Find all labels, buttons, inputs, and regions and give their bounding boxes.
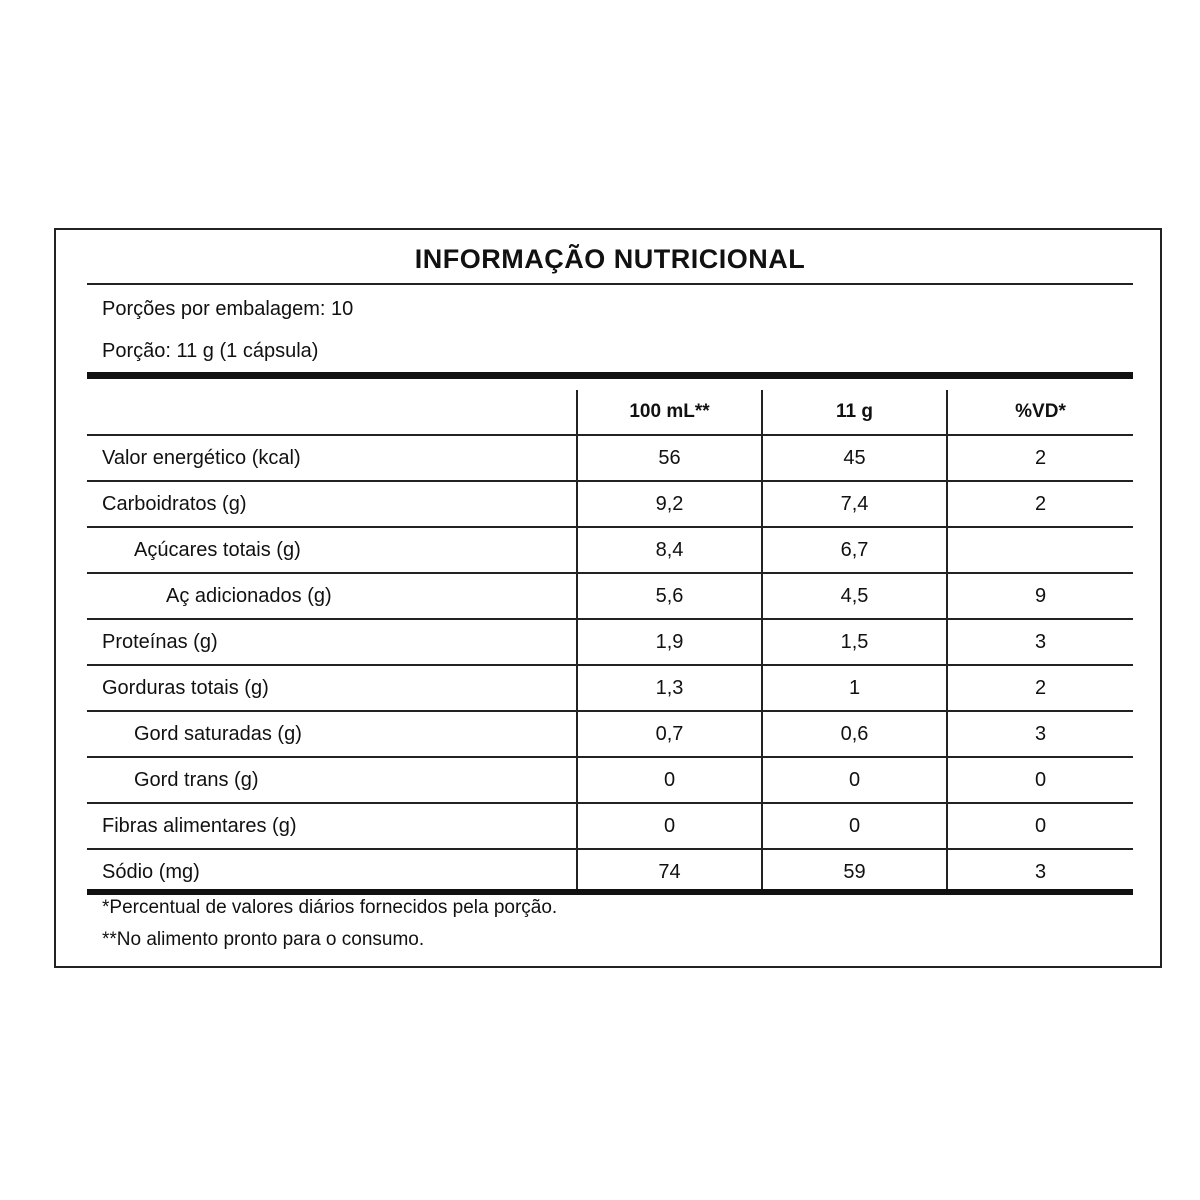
title-divider xyxy=(87,283,1133,285)
value-daily-percent: 3 xyxy=(947,619,1133,665)
value-per-100ml: 9,2 xyxy=(577,481,762,527)
value-per-serving: 1,5 xyxy=(762,619,947,665)
nutrition-table xyxy=(87,390,1133,894)
value-per-serving: 6,7 xyxy=(762,527,947,573)
value-per-serving: 0,6 xyxy=(762,711,947,757)
value-per-100ml: 0 xyxy=(577,803,762,849)
value-per-100ml: 74 xyxy=(577,849,762,894)
value-per-100ml: 0 xyxy=(577,757,762,803)
value-per-100ml: 56 xyxy=(577,435,762,481)
value-per-100ml: 5,6 xyxy=(577,573,762,619)
footnote-daily-value: *Percentual de valores diários fornecidos pela porção. xyxy=(102,897,558,918)
value-daily-percent: 3 xyxy=(947,711,1133,757)
value-per-serving: 7,4 xyxy=(762,481,947,527)
value-daily-percent: 2 xyxy=(947,435,1133,481)
table-row xyxy=(87,435,1133,481)
value-per-100ml: 0,7 xyxy=(577,711,762,757)
table-row xyxy=(87,527,1133,573)
header-daily-value: %VD* xyxy=(947,390,1133,435)
table-row xyxy=(87,711,1133,757)
value-per-serving: 0 xyxy=(762,757,947,803)
table-row xyxy=(87,619,1133,665)
value-daily-percent: 3 xyxy=(947,849,1133,894)
servings-per-package: Porções por embalagem: 10 xyxy=(102,298,354,320)
table-row xyxy=(87,665,1133,711)
table-row xyxy=(87,757,1133,803)
value-per-serving: 45 xyxy=(762,435,947,481)
value-per-100ml: 1,3 xyxy=(577,665,762,711)
nutrient-name: Gord saturadas (g) xyxy=(87,711,577,757)
footnote-ready-to-consume: **No alimento pronto para o consumo. xyxy=(102,929,425,950)
label-title: INFORMAÇÃO NUTRICIONAL xyxy=(414,244,806,274)
value-per-serving: 1 xyxy=(762,665,947,711)
nutrient-name: Valor energético (kcal) xyxy=(87,435,577,481)
header-per-serving: 11 g xyxy=(762,390,947,435)
table-row xyxy=(87,573,1133,619)
table-row xyxy=(87,803,1133,849)
value-per-100ml: 1,9 xyxy=(577,619,762,665)
nutrient-name: Sódio (mg) xyxy=(102,860,200,883)
nutrient-name: Fibras alimentares (g) xyxy=(87,803,577,849)
value-per-serving: 4,5 xyxy=(762,573,947,619)
value-per-serving: 59 xyxy=(762,849,947,894)
table-header-row xyxy=(87,390,1133,435)
value-daily-percent xyxy=(947,527,1133,573)
value-daily-percent: 0 xyxy=(947,757,1133,803)
value-per-serving: 0 xyxy=(762,803,947,849)
header-nutrient xyxy=(87,390,577,435)
serving-size: Porção: 11 g (1 cápsula) xyxy=(102,340,319,362)
nutrient-name: Gorduras totais (g) xyxy=(87,665,577,711)
table-row xyxy=(87,849,1133,894)
table-bottom-thick-divider xyxy=(87,889,1133,895)
nutrient-name: Proteínas (g) xyxy=(87,619,577,665)
value-daily-percent: 0 xyxy=(947,803,1133,849)
table-row xyxy=(87,481,1133,527)
value-daily-percent: 2 xyxy=(947,481,1133,527)
table-top-thick-divider xyxy=(87,372,1133,379)
nutrient-name: Aç adicionados (g) xyxy=(87,573,577,619)
value-per-100ml: 8,4 xyxy=(577,527,762,573)
nutrient-name: Carboidratos (g) xyxy=(87,481,577,527)
nutrient-name: Gord trans (g) xyxy=(87,757,577,803)
value-daily-percent: 2 xyxy=(947,665,1133,711)
value-daily-percent: 9 xyxy=(947,573,1133,619)
nutrient-name: Açúcares totais (g) xyxy=(87,527,577,573)
header-per-100ml: 100 mL** xyxy=(577,390,762,435)
nutrition-facts-label xyxy=(54,228,1162,968)
